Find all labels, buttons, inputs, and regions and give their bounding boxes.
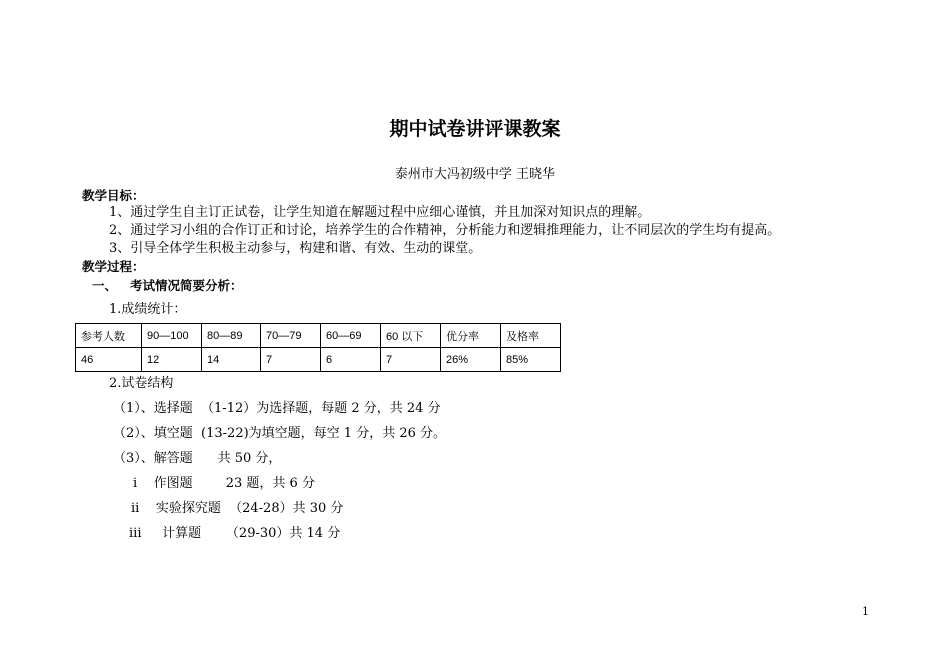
structure-subitem: iii 计算题 （29-30）共 14 分	[129, 526, 341, 541]
goals-heading: 教学目标：	[82, 188, 145, 203]
structure-item: （3）、解答题 共 50 分，	[113, 451, 282, 466]
goal-item: 3、引导全体学生积极主动参与，构建和谐、有效、生动的课堂。	[109, 241, 482, 256]
table-cell: 6	[321, 348, 381, 372]
process-heading: 教学过程：	[82, 259, 145, 274]
table-header-row	[76, 324, 561, 348]
goal-item: 1、通过学生自主订正试卷，让学生知道在解题过程中应细心谨慎，并且加深对知识点的理解。	[109, 205, 651, 220]
document-title: 期中试卷讲评课教案	[389, 118, 561, 140]
table-header-cell: 90—100	[142, 324, 202, 348]
table-header-cell: 及格率	[501, 324, 561, 348]
structure-item: （2）、填空题 (13-22)为填空题，每空 1 分，共 26 分。	[113, 426, 446, 441]
page-number: 1	[862, 605, 869, 618]
structure-item: （1）、选择题 （1-12）为选择题，每题 2 分，共 24 分	[113, 401, 441, 416]
structure-subitem: i 作图题 23 题，共 6 分	[133, 476, 315, 491]
table-cell: 85%	[501, 348, 561, 372]
score-statistics-table	[75, 323, 561, 372]
table-cell: 46	[76, 348, 142, 372]
section-heading: 一、 考试情况简要分析：	[92, 278, 243, 293]
stats-label: 1.成绩统计：	[109, 302, 187, 317]
table-cell: 14	[202, 348, 261, 372]
table-header-cell: 70—79	[261, 324, 321, 348]
table-cell: 26%	[441, 348, 501, 372]
table-header-cell: 60—69	[321, 324, 381, 348]
structure-label: 2.试卷结构	[109, 376, 174, 391]
table-header-cell: 60 以下	[381, 324, 441, 348]
table-row	[76, 348, 561, 372]
structure-subitem: ii 实验探究题 （24-28）共 30 分	[131, 501, 344, 516]
table-header-cell: 优分率	[441, 324, 501, 348]
table-cell: 12	[142, 348, 202, 372]
goal-item: 2、通过学习小组的合作订正和讨论，培养学生的合作精神，分析能力和逻辑推理能力，让不同层次的学生均有提高。	[109, 223, 781, 238]
table-cell: 7	[381, 348, 441, 372]
table-cell: 7	[261, 348, 321, 372]
table-header-cell: 参考人数	[76, 324, 142, 348]
author-line: 泰州市大冯初级中学 王晓华	[394, 167, 556, 182]
table-header-cell: 80—89	[202, 324, 261, 348]
